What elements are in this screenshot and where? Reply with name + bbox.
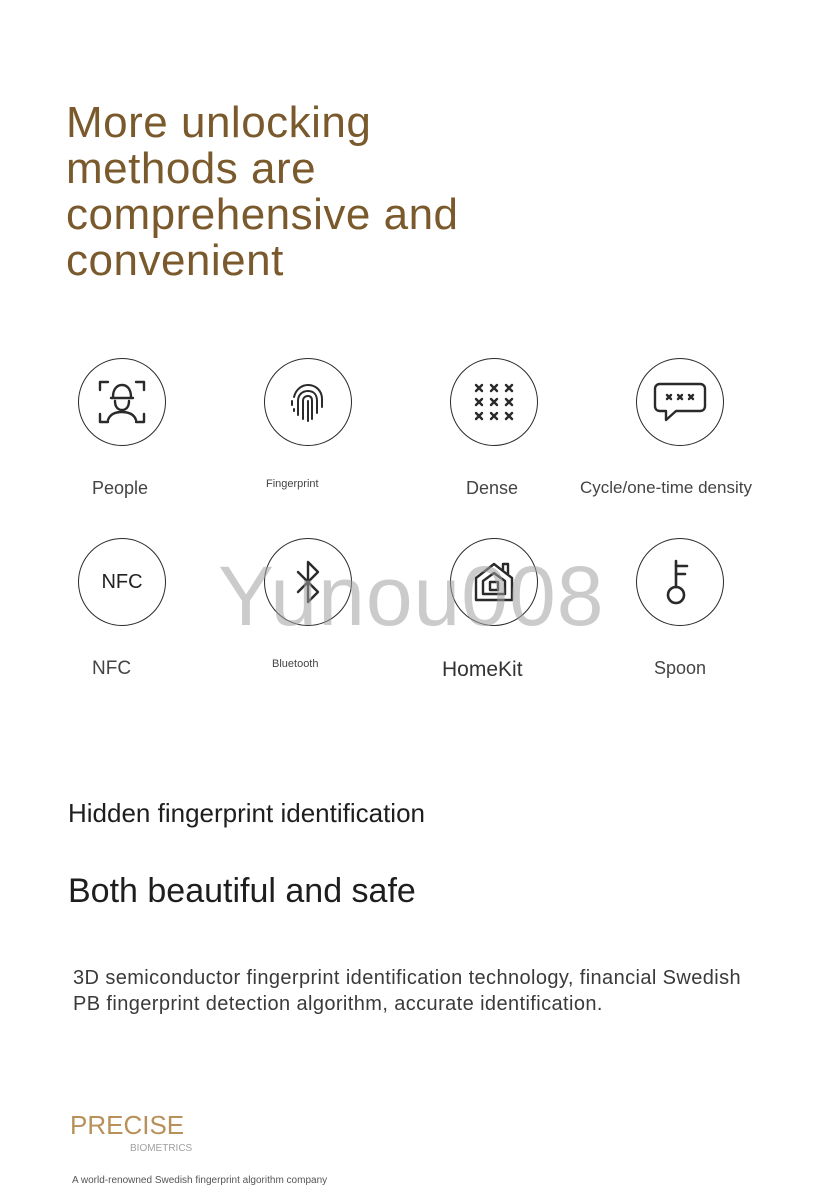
headline [66,100,586,284]
section-title: Both beautiful and safe [68,872,416,910]
watermark: Yunou008 [218,549,605,643]
bluetooth-icon [264,538,352,626]
method-dense [402,358,588,508]
method-nfc [30,538,216,688]
method-spoon [588,538,774,688]
nfc-icon-text: NFC [101,570,143,593]
headline-line: methods are [66,144,317,193]
precise-logo-word: PRECISE [70,1110,185,1140]
method-cycle-one-time [580,358,774,508]
keypad-icon [450,358,538,446]
section-description: 3D semiconductor fingerprint identification technology, financial Swedish PB fingerprint detection algorithm, accurate identification. [73,967,742,1015]
headline-line: convenient [66,236,284,285]
headline-line: More unlocking [66,98,372,147]
method-label: HomeKit [442,658,523,681]
method-label: Bluetooth [272,658,319,670]
method-people [30,358,216,508]
headline-line: comprehensive and [66,190,459,239]
method-label: Cycle/one-time density [580,478,752,497]
unlock-methods-grid [30,358,790,688]
method-label: People [92,478,149,498]
method-label: Spoon [654,658,707,678]
nfc-icon [78,538,166,626]
footnote: A world-renowned Swedish fingerprint algorithm company [72,1175,328,1186]
fingerprint-icon [264,358,352,446]
method-bluetooth [216,538,402,688]
method-label: Dense [466,478,519,498]
method-homekit [402,538,588,688]
section-subtitle: Hidden fingerprint identification [68,798,425,828]
method-fingerprint [216,358,402,508]
homekit-icon [450,538,538,626]
password-bubble-icon [636,358,724,446]
method-label: Fingerprint [266,478,319,490]
precise-logo-sub: BIOMETRICS [130,1143,193,1154]
method-label: NFC [92,658,132,679]
face-recognition-icon [78,358,166,446]
key-icon [636,538,724,626]
